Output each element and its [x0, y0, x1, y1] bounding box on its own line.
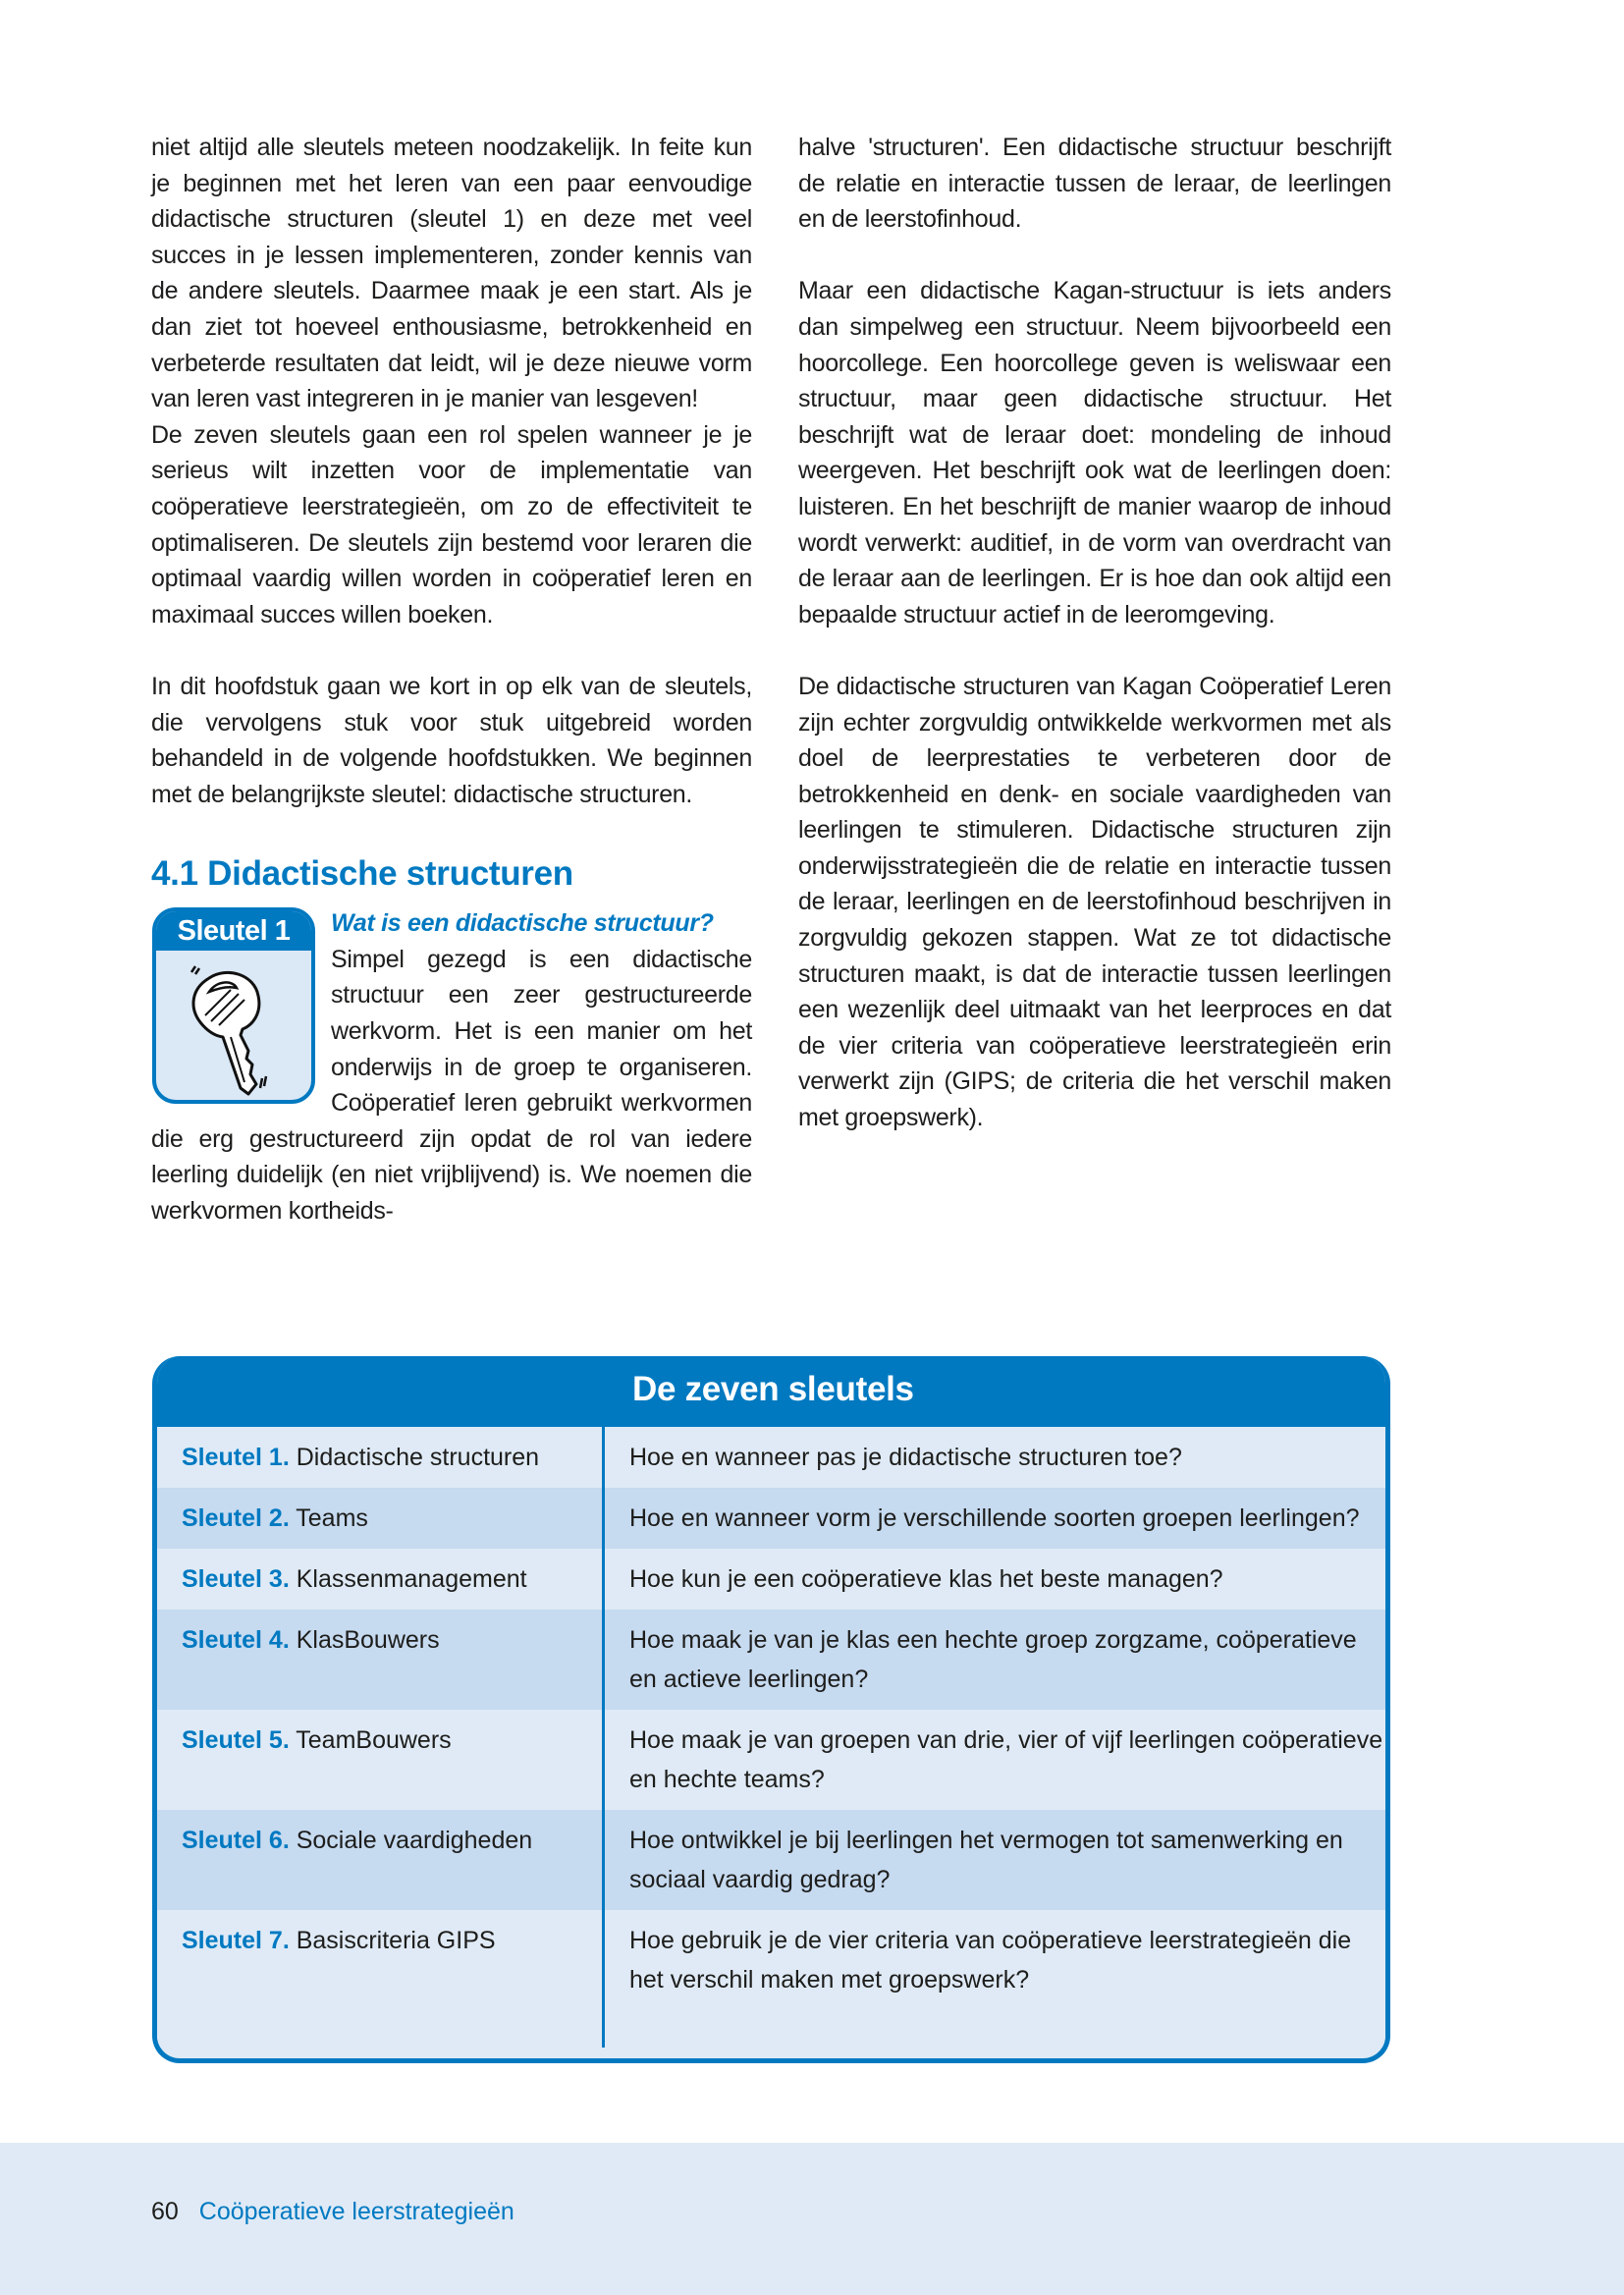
book-title: Coöperatieve leerstrategieën	[198, 2198, 514, 2225]
table-row	[157, 1910, 1385, 2048]
footer-text	[151, 2197, 514, 2226]
body-paragraph: In dit hoofdstuk gaan we kort in op elk van de sleutels, die vervolgens stuk voor stuk uitgebreid worden behandeld in de volgende hoofdstukken. We beginnen met de belangrijkste sleutel: didactische structuren.	[151, 672, 752, 808]
key-name: Teams	[296, 1504, 368, 1532]
key-question-cell: Hoe maak je van groepen van drie, vier of vijf leerlingen coöperatieve en hechte teams?	[629, 1726, 1383, 1793]
key-name: Didactische structuren	[296, 1444, 540, 1471]
section-heading: 4.1 Didactische structuren	[151, 854, 573, 894]
key-name-cell	[157, 1488, 605, 1549]
key-label: Sleutel 6.	[182, 1827, 290, 1854]
key-name: TeamBouwers	[296, 1726, 452, 1754]
table-row	[157, 1710, 1385, 1810]
key-question-cell: Hoe kun je een coöperatieve klas het beste managen?	[629, 1565, 1223, 1593]
key-label: Sleutel 3.	[182, 1565, 290, 1593]
table-header	[157, 1356, 1385, 1427]
key-name-cell	[157, 1549, 605, 1610]
page-footer	[0, 2143, 1624, 2295]
key-name-cell	[157, 1910, 605, 2048]
key-label: Sleutel 1.	[182, 1444, 290, 1471]
paragraph-gap	[798, 632, 1391, 669]
key-section	[151, 905, 752, 1229]
table-row	[157, 1610, 1385, 1710]
key-label: Sleutel 4.	[182, 1626, 290, 1654]
body-paragraph: Maar een didactische Kagan-structuur is iets anders dan simpelweg een structuur. Neem bijvoorbeeld een hoorcollege. Een hoorcollege geven is weliswaar een structuur, maar geen didactische structuur. Het beschrijft wat de leraar doet: mondeling de inhoud weergeven. Het beschrijft ook wat de leerlingen doen: luisteren. En het beschrijft de manier waarop de inhoud wordt verwerkt: auditief, in de vorm van overdracht van de leraar aan de leerlingen. Er is hoe dan ook altijd een bepaalde structuur actief in de leeromgeving.	[798, 277, 1391, 628]
seven-keys-table	[152, 1356, 1390, 2063]
right-column	[798, 130, 1391, 1136]
key-question-cell: Hoe en wanneer vorm je verschillende soorten groepen leerlingen?	[629, 1504, 1360, 1532]
table-title: De zeven sleutels	[632, 1370, 914, 1408]
left-column	[151, 130, 752, 1229]
key-name: Sociale vaardigheden	[296, 1827, 533, 1854]
key-name-cell	[157, 1810, 605, 1910]
key-question-cell: Hoe gebruik je de vier criteria van coöperatieve leerstrategieën die het verschil maken met groepswerk?	[629, 1927, 1352, 1994]
body-paragraph: De didactische structuren van Kagan Coöperatief Leren zijn echter zorgvuldig ontwikkelde werkvormen met als doel de leerprestaties te verbeteren door de betrokkenheid en denk- en sociale vaardigheden van leerlingen te stimuleren. Didactische structuren zijn onderwijsstrategieën die de relatie en interactie tussen de leraar, leerlingen en de leerstofinhoud beschrijven in zorgvuldig gekozen stappen. Wat ze tot didactische structuren maakt, is dat de interactie tussen leerlingen een wezenlijk deel uitmaakt van het leerproces en dat de vier criteria van coöperatieve leerstrategieën erin verwerkt zijn (GIPS; de criteria die het verschil maken met groepswerk).	[798, 672, 1391, 1132]
table-row	[157, 1810, 1385, 1910]
key-name: Klassenmanagement	[296, 1565, 527, 1593]
paragraph-gap	[151, 632, 752, 669]
key-question-cell: Hoe en wanneer pas je didactische structuren toe?	[629, 1444, 1182, 1471]
key-name: KlasBouwers	[296, 1626, 440, 1654]
page-number: 60	[151, 2198, 179, 2225]
key-name-cell	[157, 1427, 605, 1488]
key-badge	[152, 907, 315, 1104]
subheading: Wat is een didactische structuur?	[331, 909, 714, 938]
body-paragraph: De zeven sleutels gaan een rol spelen wanneer je je serieus wilt inzetten voor de implementatie van coöperatieve leerstrategieën, om zo de effectiviteit te optimaliseren. De sleutels zijn bestemd voor leraren die optimaal vaardig willen worden in coöperatief leren en maximaal succes willen boeken.	[151, 420, 752, 628]
key-name-cell	[157, 1710, 605, 1810]
key-icon	[180, 956, 288, 1099]
key-label: Sleutel 5.	[182, 1726, 290, 1754]
key-name: Basiscriteria GIPS	[296, 1927, 496, 1954]
key-label: Sleutel 7.	[182, 1927, 290, 1954]
table-row	[157, 1427, 1385, 1488]
key-label: Sleutel 2.	[182, 1504, 290, 1532]
body-paragraph: Simpel gezegd is een didactische structuur een zeer gestructureerde werkvorm. Het is een manier om het onderwijs in de groep te organiseren. Coöperatief leren gebruikt werkvormen die erg gestructureerd zijn opdat de rol van iedere leerling duidelijk (en niet vrijblijvend) is. We noemen die werkvormen kortheids-	[151, 945, 752, 1226]
body-paragraph: halve 'structuren'. Een didactische structuur beschrijft de relatie en interactie tussen de leraar, de leerlingen en de leerstofinhoud.	[798, 134, 1391, 234]
key-question-cell: Hoe ontwikkel je bij leerlingen het vermogen tot samenwerking en sociaal vaardig gedrag?	[629, 1827, 1343, 1893]
table-row	[157, 1549, 1385, 1610]
key-name-cell	[157, 1610, 605, 1710]
paragraph-gap	[798, 238, 1391, 274]
body-paragraph: niet altijd alle sleutels meteen noodzakelijk. In feite kun je beginnen met het leren van een paar eenvoudige didactische structuren (sleutel 1) en deze met veel succes in je lessen implementeren, zonder kennis van de andere sleutels. Daarmee maak je een start. Als je dan ziet tot hoeveel enthousiasme, betrokkenheid en verbeterde resultaten dat leidt, wil je deze nieuwe vorm van leren vast integreren in je manier van lesgeven!	[151, 134, 752, 413]
key-question-cell: Hoe maak je van je klas een hechte groep zorgzame, coöperatieve en actieve leerlingen?	[629, 1626, 1357, 1693]
key-badge-label: Sleutel 1	[156, 911, 311, 951]
table-row	[157, 1488, 1385, 1549]
